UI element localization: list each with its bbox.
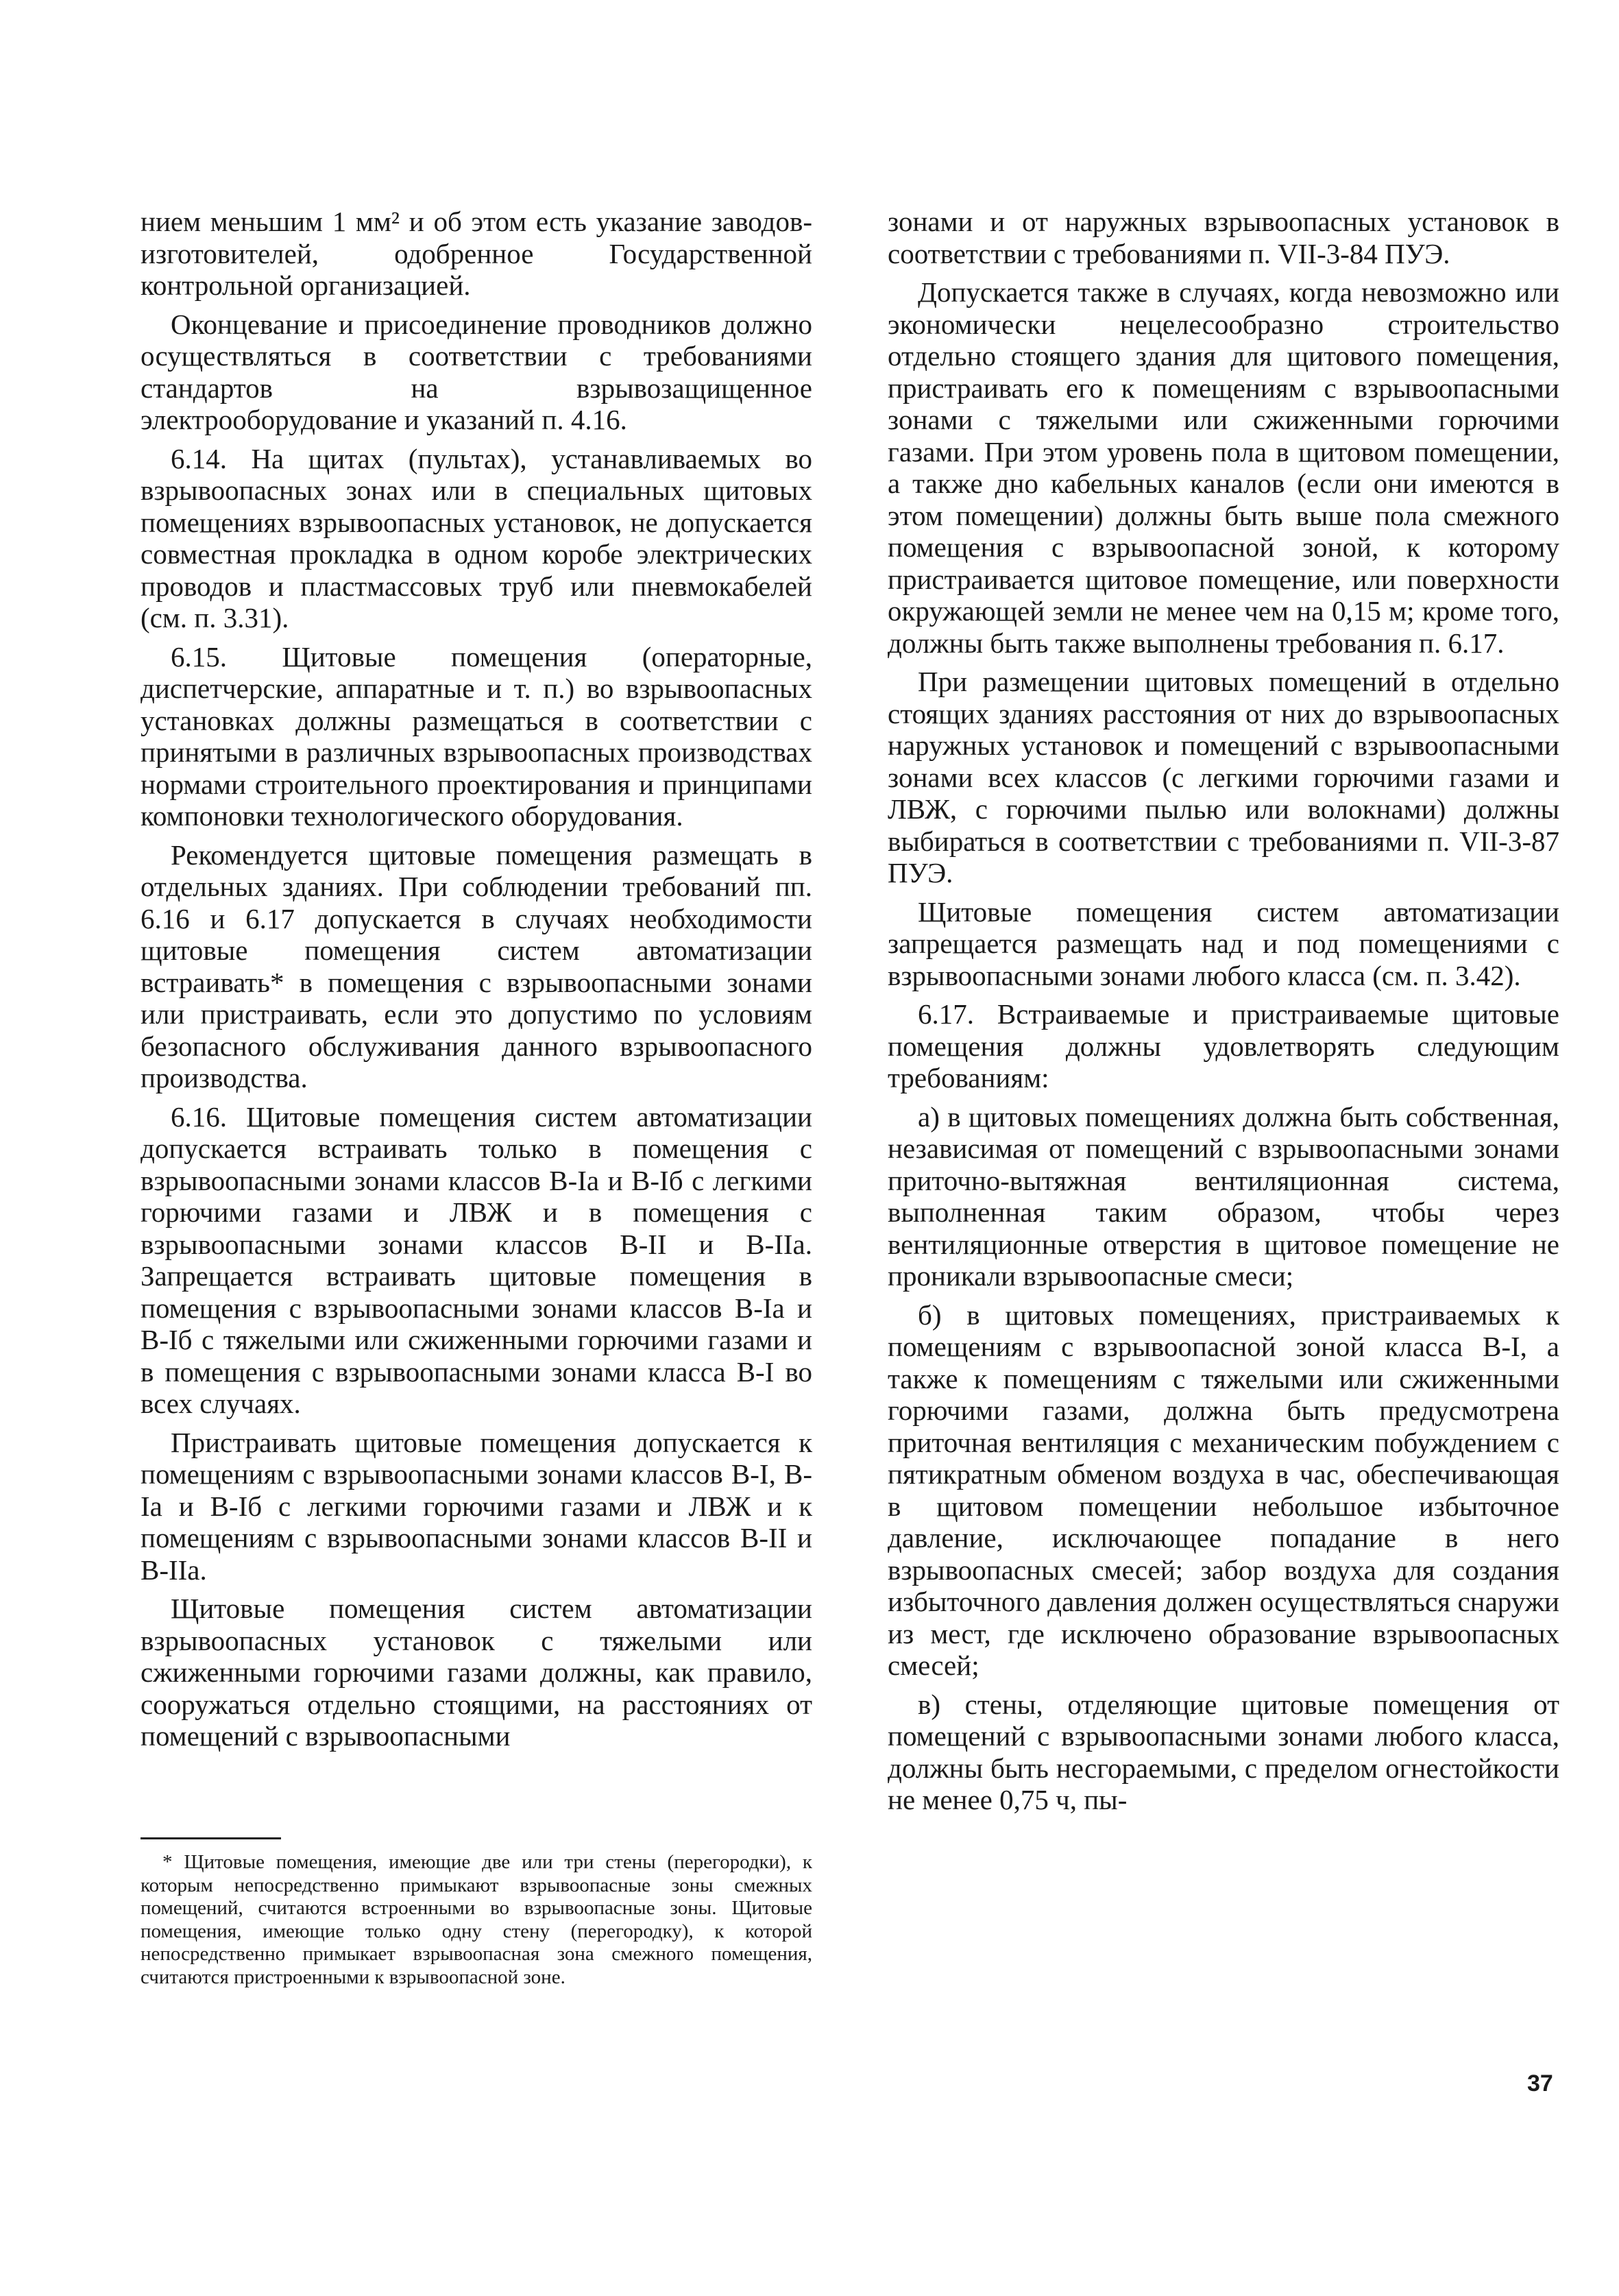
paragraph: Щитовые помещения систем автоматизации запрещается размещать над и под помещениями с взрывоопасными зонами любого класса (см. п. 3.42). [888, 895, 1559, 991]
list-item-v: в) стены, отделяющие щитовые помещения от помещений с взрывоопасными зонами любого класса, должны быть несгораемыми, с пределом огнестойкости не менее 0,75 ч, пы- [888, 1688, 1559, 1815]
paragraph-6-15: 6.15. Щитовые помещения (операторные, диспетчерские, аппаратные и т. п.) во взрывоопасных установках должны размещаться в соответствии с принятыми в различных взрывоопасных производствах нормами строительного проектирования и принципами компоновки технологического оборудования. [141, 640, 812, 832]
paragraph: Допускается также в случаях, когда невозможно или экономически нецелесообразно строительство отдельно стоящего здания для щитового помещения, пристраивать его к помещениям с взрывоопасными зонами с тяжелыми или сжиженными горючими газами. При этом уровень пола в щитовом помещении, а также дно кабельных каналов (если они имеются в этом помещении) должны быть выше пола смежного помещения с взрывоопасной зоной, к которому пристраивается щитовое помещение, или поверхности окружающей земли не менее чем на 0,15 м; кроме того, должны быть также выполнены требования п. 6.17. [888, 276, 1559, 659]
paragraph-6-17: 6.17. Встраиваемые и пристраиваемые щитовые помещения должны удовлетворять следующим требованиям: [888, 998, 1559, 1093]
paragraph: Оконцевание и присоединение проводников должно осуществляться в соответствии с требованиями стандартов на взрывозащищенное электрооборудование и указаний п. 4.16. [141, 308, 812, 435]
right-column [888, 206, 1559, 1823]
paragraph-6-14: 6.14. На щитах (пультах), устанавливаемых во взрывоопасных зонах или в специальных щитовых помещениях взрывоопасных установок, не допускается совместная прокладка в одном коробе электрических проводов и пластмассовых труб или пневмокабелей (см. п. 3.31). [141, 442, 812, 633]
list-item-a: а) в щитовых помещениях должна быть собственная, независимая от помещений с взрывоопасными зонами приточно-вытяжная вентиляционная система, выполненная таким образом, чтобы через вентиляционные отверстия в щитовое помещение не проникали взрывоопасные смеси; [888, 1100, 1559, 1292]
left-column [141, 206, 812, 1759]
footnote-divider [141, 1837, 281, 1839]
paragraph-6-16: 6.16. Щитовые помещения систем автоматизации допускается встраивать только в помещения с взрывоопасными зонами классов В-Iа и В-Iб с легкими горючими газами и ЛВЖ и в помещения с взрывоопасными зонами классов В-II и В-IIа. Запрещается встраивать щитовые помещения в помещения с взрывоопасными зонами классов В-Iа и В-Iб с тяжелыми или сжиженными горючими газами и в помещения с взрывоопасными зонами класса В-I во всех случаях. [141, 1100, 812, 1419]
paragraph: Рекомендуется щитовые помещения размещать в отдельных зданиях. При соблюдении требований пп. 6.16 и 6.17 допускается в случаях необходимости щитовые помещения систем автоматизации встраивать* в помещения с взрывоопасными зонами или пристраивать, если это допустимо по условиям безопасного обслуживания данного взрывоопасного производства. [141, 838, 812, 1093]
paragraph: Щитовые помещения систем автоматизации взрывоопасных установок с тяжелыми или сжиженными горючими газами должны, как правило, сооружаться отдельно стоящими, на расстояниях от помещений с взрывоопасными [141, 1593, 812, 1752]
paragraph-continuation: зонами и от наружных взрывоопасных установок в соответствии с требованиями п. VII-3-84 ПУЭ. [888, 206, 1559, 269]
page-number: 37 [1527, 2070, 1553, 2096]
paragraph: При размещении щитовых помещений в отдельно стоящих зданиях расстояния от них до взрывоопасных наружных установок и помещений с взрывоопасными зонами всех классов (с легкими горючими газами и ЛВЖ, с горючими пылью или волокнами) должны выбираться в соответствии с требованиями п. VII-3-87 ПУЭ. [888, 666, 1559, 889]
paragraph: Пристраивать щитовые помещения допускается к помещениям с взрывоопасными зонами классов В-I, В-Iа и В-Iб с легкими горючими газами и ЛВЖ и к помещениям с взрывоопасными зонами классов В-II и В-IIа. [141, 1426, 812, 1586]
paragraph-continuation: нием меньшим 1 мм² и об этом есть указание заводов-изготовителей, одобренное Государственной контрольной организацией. [141, 206, 812, 301]
list-item-b: б) в щитовых помещениях, пристраиваемых к помещениям с взрывоопасной зоной класса В-I, а также к помещениям с тяжелыми или сжиженными горючими газами, должна быть предусмотрена приточная вентиляция с механическим побуждением с пятикратным обменом воздуха в час, обеспечивающая в щитовом помещении небольшое избыточное давление, исключающее попадание в него взрывоопасных смесей; забор воздуха для создания избыточного давления должен осуществляться снаружи из мест, где исключено образование взрывоопасных смесей; [888, 1298, 1559, 1681]
footnote: * Щитовые помещения, имеющие две или три стены (перегородки), к которым непосредственно примыкают взрывоопасные зоны смежных помещений, считаются встроенными во взрывоопасные зоны. Щитовые помещения, имеющие только одну стену (перегородку), к которой непосредственно примыкает взрывоопасная зона смежного помещения, считаются пристроенными к взрывоопасной зоне. [141, 1851, 812, 1988]
